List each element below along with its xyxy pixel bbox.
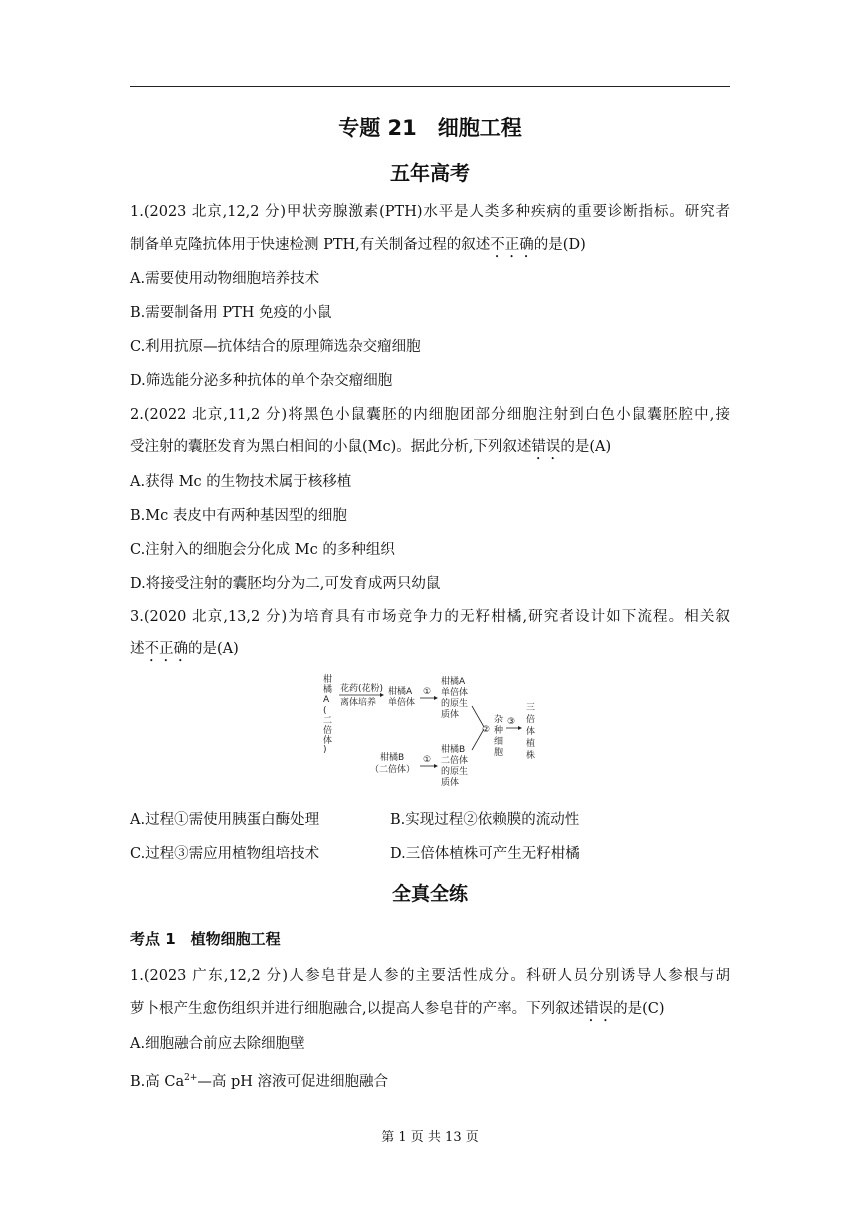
hybrid-1: 杂 — [494, 715, 504, 725]
section-title-five-years: 五年高考 — [390, 161, 470, 185]
step-2: ② — [482, 725, 491, 735]
hybrid-3: 细 — [494, 737, 504, 747]
superscript: 2+ — [184, 1073, 198, 1083]
triploid-3: 体 — [526, 727, 536, 737]
hybrid-4: 胞 — [494, 748, 504, 758]
header-rule — [130, 86, 730, 87]
q3-option-a: A.过程①需使用胰蛋白酶处理 — [130, 812, 320, 828]
q2-option-a: A.获得 Mc 的生物技术属于核移植 — [130, 474, 352, 490]
proto-b-line4: 质体 — [441, 778, 460, 788]
emphasis-text: 不正确 — [490, 237, 534, 253]
q3-option-b: B.实现过程②依赖膜的流动性 — [390, 812, 580, 828]
q4-option-a: A.细胞融合前应去除细胞壁 — [130, 1036, 305, 1052]
q4-option-b: B.高 $Ca^{2+}—$高 pH 溶液可促进细胞融合 — [130, 1073, 389, 1090]
emphasis-text: 不正确 — [144, 641, 188, 657]
proto-a-line3: 的原生 — [441, 699, 469, 709]
arrow-head — [434, 696, 438, 700]
step-1-top: ① — [423, 687, 432, 697]
step-3: ③ — [507, 717, 516, 727]
q3-option-c: C.过程③需应用植物组培技术 — [130, 846, 320, 862]
page-number: 第 1 页 共 13 页 — [381, 1130, 479, 1145]
topic-heading: 考点 1 植物细胞工程 — [130, 930, 281, 948]
page-title: 专题 21 细胞工程 — [338, 116, 522, 140]
citrus-breeding-flowchart — [320, 672, 545, 788]
merge-line-top — [472, 706, 484, 727]
proto-b-line3: 的原生 — [441, 767, 469, 777]
proto-a-line4: 质体 — [441, 710, 460, 720]
step-1-bottom: ① — [423, 755, 432, 765]
q2-option-c: C.注射入的细胞会分化成 Mc 的多种组织 — [130, 542, 395, 558]
triploid-2: 倍 — [526, 715, 536, 725]
triploid-1: 三 — [526, 703, 536, 713]
q2-stem-line2: 受注射的囊胚发育为黑白相间的小鼠(Mc)。据此分析,下列叙述错误的是(A) — [130, 439, 612, 455]
q2-option-d: D.将接受注射的囊胚均分为二,可发育成两只幼鼠 — [130, 576, 441, 592]
q1-option-b: B.需要制备用 PTH 免疫的小鼠 — [130, 305, 332, 321]
proto-b-line2: 二倍体 — [441, 756, 469, 766]
citrus-b-line2: （二倍体） — [370, 765, 416, 775]
emphasis-text: 错误 — [584, 1001, 614, 1017]
q3-stem-line2: 述不正确的是(A) — [130, 641, 239, 657]
q1-option-c: C.利用抗原—抗体结合的原理筛选杂交瘤细胞 — [130, 339, 421, 355]
q3-option-d: D.三倍体植株可产生无籽柑橘 — [390, 846, 580, 862]
triploid-5: 株 — [526, 751, 536, 761]
q1-option-d: D.筛选能分泌多种抗体的单个杂交瘤细胞 — [130, 373, 393, 389]
culture-label-bottom: 离体培养 — [340, 698, 377, 708]
haploid-a-line1: 柑橘A — [388, 687, 413, 697]
hybrid-2: 种 — [494, 726, 504, 736]
arrow-head — [434, 764, 438, 768]
proto-a-line1: 柑橘A — [441, 677, 466, 687]
q2-stem-line1: 2.(2022 北京,11,2 分)将黑色小鼠囊胚的内细胞团部分细胞注射到白色小鼠囊胚腔中,接 — [130, 407, 730, 423]
q4-stem-line1: 1.(2023 广东,12,2 分)人参皂苷是人参的主要活性成分。科研人员分别诱导人参根与胡 — [130, 968, 730, 984]
triploid-4: 植 — [526, 739, 536, 749]
citrus-a-label: 柑橘 A (二倍体) — [323, 675, 333, 755]
proto-b-line1: 柑橘B — [441, 745, 466, 755]
culture-label-top: 花药(花粉) — [340, 684, 384, 694]
q3-stem-line1: 3.(2020 北京,13,2 分)为培育具有市场竞争力的无籽柑橘,研究者设计如下流程。相关叙 — [130, 609, 730, 625]
section-title-full-practice: 全真全练 — [391, 883, 468, 905]
haploid-a-line2: 单倍体 — [388, 698, 416, 708]
q1-stem-line2: 制备单克隆抗体用于快速检测 PTH,有关制备过程的叙述不正确的是(D) — [130, 237, 586, 253]
q2-option-b: B.Mc 表皮中有两种基因型的细胞 — [130, 508, 347, 524]
arrow-head — [518, 726, 522, 730]
proto-a-line2: 单倍体 — [441, 688, 469, 698]
citrus-b-line1: 柑橘B — [380, 753, 405, 763]
q4-stem-line2: 萝卜根产生愈伤组织并进行细胞融合,以提高人参皂苷的产率。下列叙述错误的是(C) — [130, 1001, 665, 1017]
q1-stem-line1: 1.(2023 北京,12,2 分)甲状旁腺激素(PTH)水平是人类多种疾病的重要诊断指标。研究者 — [130, 204, 730, 220]
emphasis-text: 错误 — [531, 439, 561, 455]
q1-option-a: A.需要使用动物细胞培养技术 — [130, 271, 320, 287]
